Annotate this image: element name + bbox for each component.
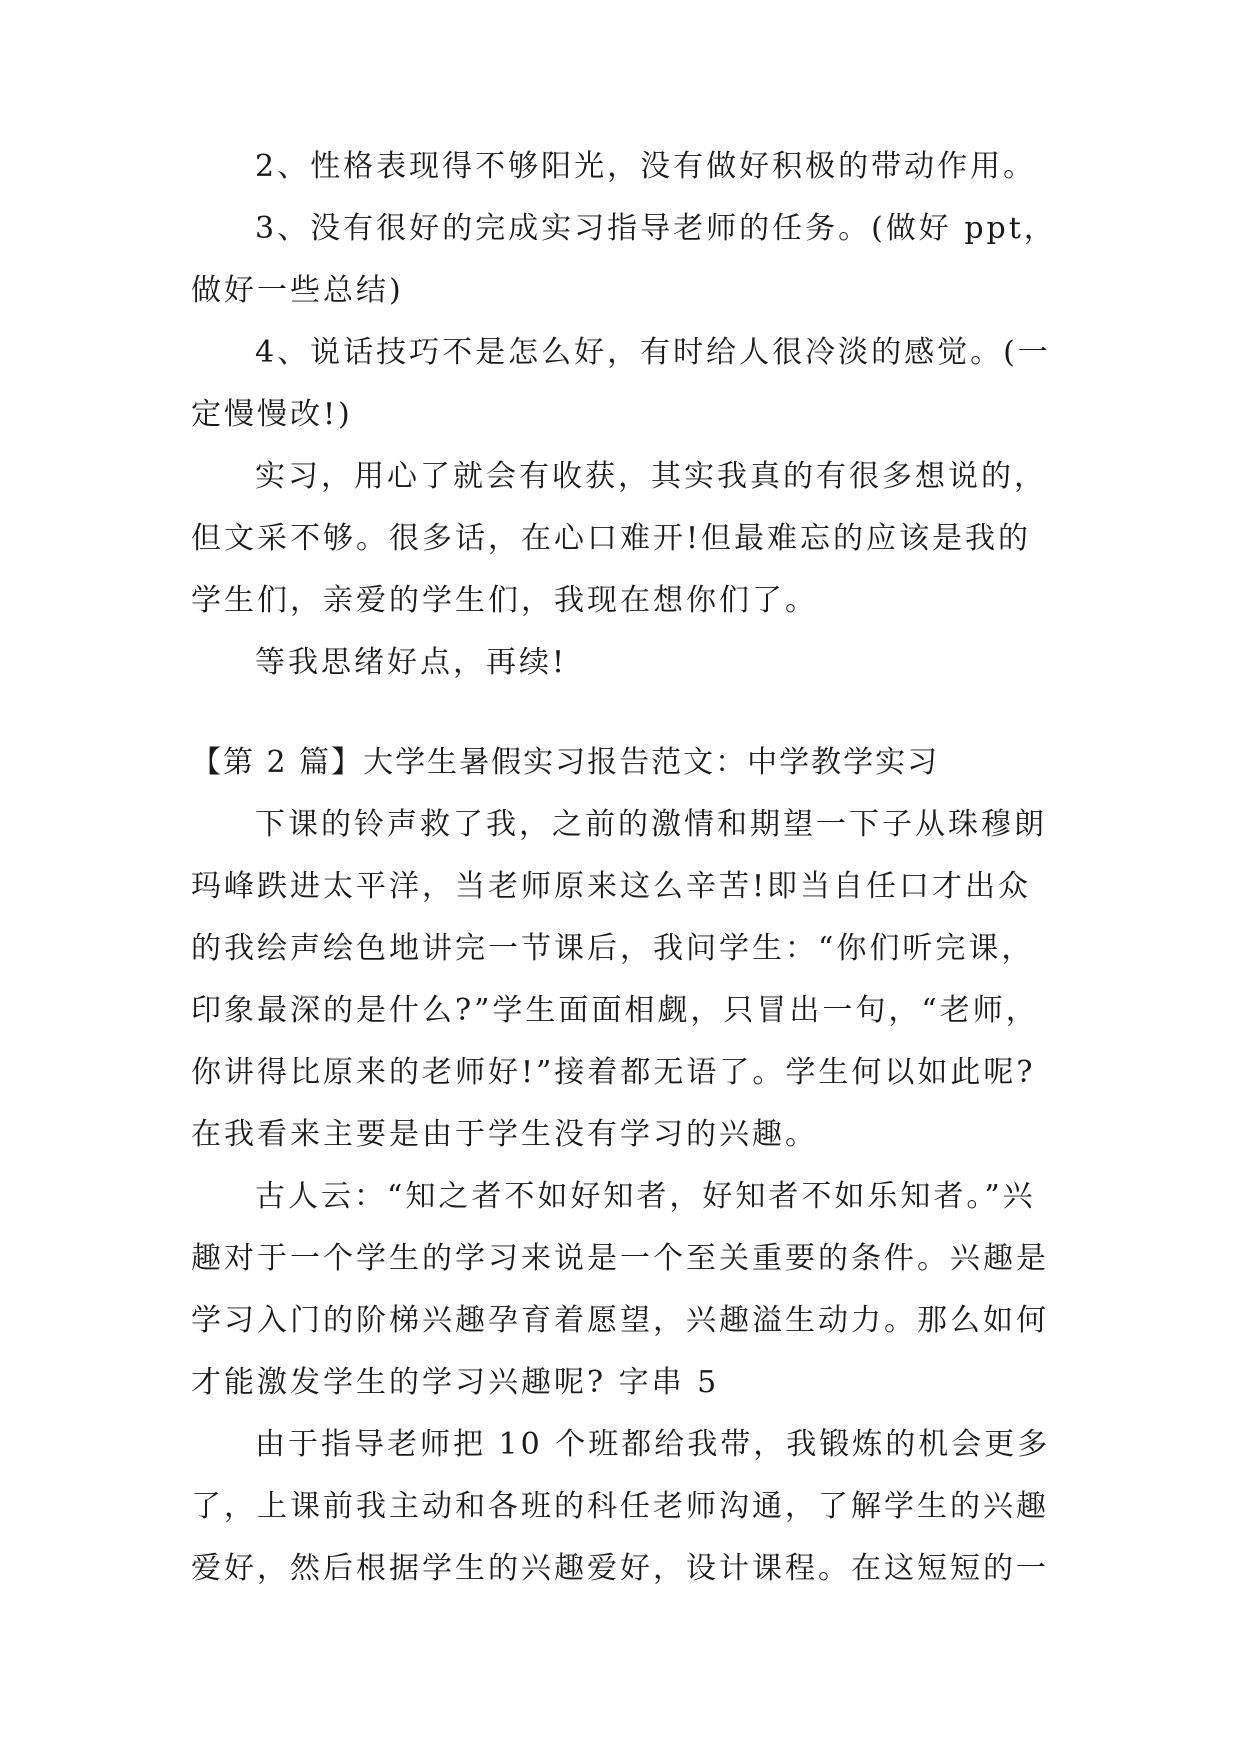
paragraph-line: 你讲得比原来的老师好!”接着都无语了。学生何以如此呢? bbox=[191, 1055, 1036, 1090]
paragraph-line: 2、性格表现得不够阳光，没有做好积极的带动作用。 bbox=[255, 149, 1037, 184]
section-1 bbox=[191, 136, 1057, 694]
paragraph-line: 定慢慢改!) bbox=[191, 397, 353, 432]
paragraph-line: 4、说话技巧不是怎么好，有时给人很冷淡的感觉。(一 bbox=[255, 335, 1051, 370]
paragraph-line: 在我看来主要是由于学生没有学习的兴趣。 bbox=[191, 1117, 818, 1152]
paragraph-line: 学习入门的阶梯兴趣孕育着愿望，兴趣溢生动力。那么如何 bbox=[191, 1303, 1049, 1338]
paragraph-line: 实习，用心了就会有收获，其实我真的有很多想说的， bbox=[255, 459, 1047, 494]
paragraph-line: 古人云：“知之者不如好知者，好知者不如乐知者。”兴 bbox=[255, 1179, 1036, 1214]
paragraph-line: 印象最深的是什么?”学生面面相觑，只冒出一句，“老师， bbox=[191, 993, 1039, 1028]
paragraph-line: 了，上课前我主动和各班的科任老师沟通，了解学生的兴趣 bbox=[191, 1489, 1049, 1524]
paragraph-line: 学生们，亲爱的学生们，我现在想你们了。 bbox=[191, 583, 818, 618]
article-heading: 【第 2 篇】大学生暑假实习报告范文：中学教学实习 bbox=[191, 745, 940, 780]
paragraph-line: 的我绘声绘色地讲完一节课后，我问学生：“你们听完课， bbox=[191, 931, 1035, 966]
paragraph-line: 等我思绪好点，再续! bbox=[255, 645, 568, 680]
paragraph-line: 做好一些总结) bbox=[191, 273, 404, 308]
paragraph-line: 3、没有很好的完成实习指导老师的任务。(做好 ppt， bbox=[255, 211, 1057, 246]
paragraph-line: 才能激发学生的学习兴趣呢? 字串 5 bbox=[191, 1365, 720, 1400]
paragraph-line: 趣对于一个学生的学习来说是一个至关重要的条件。兴趣是 bbox=[191, 1241, 1049, 1276]
paragraph-line: 由于指导老师把 10 个班都给我带，我锻炼的机会更多 bbox=[255, 1427, 1051, 1462]
section-2 bbox=[191, 732, 1051, 1600]
paragraph-line: 玛峰跌进太平洋，当老师原来这么辛苦!即当自任口才出众 bbox=[191, 869, 1032, 904]
paragraph-line: 爱好，然后根据学生的兴趣爱好，设计课程。在这短短的一 bbox=[191, 1551, 1049, 1586]
paragraph-line: 但文采不够。很多话，在心口难开!但最难忘的应该是我的 bbox=[191, 521, 1032, 556]
paragraph-line: 下课的铃声救了我，之前的激情和期望一下子从珠穆朗 bbox=[255, 807, 1047, 842]
